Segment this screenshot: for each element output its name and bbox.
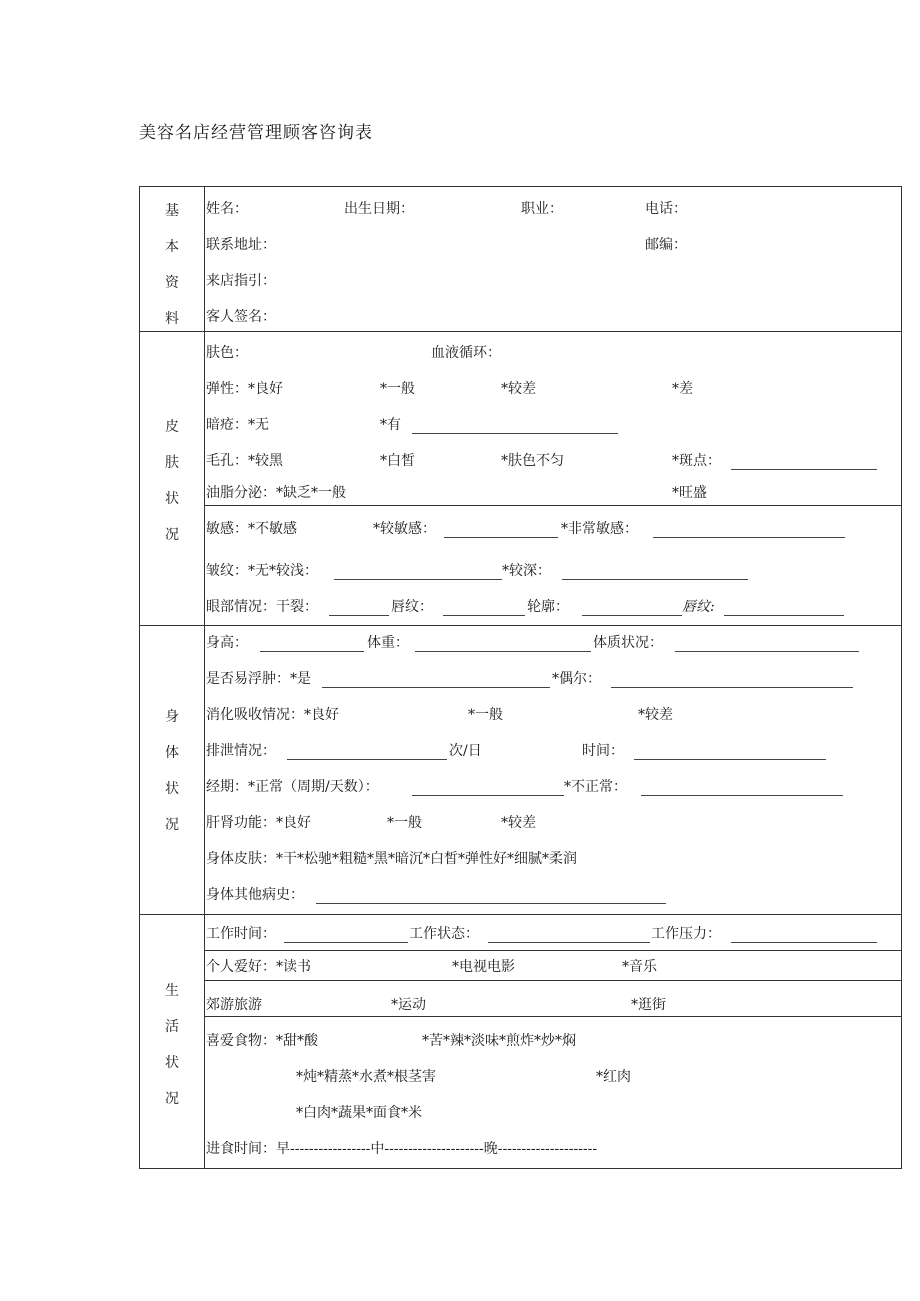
elasticity-bad-option[interactable]: *差 (672, 381, 693, 397)
eye-dry-field[interactable]: 眼部情况：干裂： (206, 599, 318, 615)
period-irregular-blank[interactable] (641, 795, 843, 796)
food-red-meat-option[interactable]: *红肉 (596, 1069, 631, 1085)
height-field[interactable]: 身高： (206, 635, 248, 651)
oil-abundant-option[interactable]: *旺盛 (672, 485, 707, 501)
wrinkle-light-option[interactable]: 皱纹：*无*较浅： (206, 563, 318, 579)
phone-field[interactable]: 电话： (645, 201, 687, 217)
lip-lines-field[interactable]: 唇纹： (391, 599, 433, 615)
wrinkle-deep-blank[interactable] (562, 579, 748, 580)
section-label (140, 331, 205, 625)
food-cooking-options[interactable]: *炖*精蒸*水煮*根茎害 (296, 1069, 436, 1085)
work-state-field[interactable]: 工作状态： (409, 926, 479, 942)
hobby-tv-movie-option[interactable]: *电视电影 (452, 959, 515, 975)
blood-circulation-field[interactable]: 血液循环： (431, 345, 501, 361)
pore-dark-option[interactable]: 毛孔：*较黑 (206, 453, 283, 469)
digestion-normal-option[interactable]: *一般 (468, 707, 503, 723)
label-char: 状 (165, 1055, 179, 1071)
wrinkle-light-blank[interactable] (334, 579, 502, 580)
very-sensitive-blank[interactable] (653, 537, 845, 538)
digestion-poor-option[interactable]: *较差 (638, 707, 673, 723)
acne-yes-option[interactable]: *有 (380, 417, 401, 433)
label-char: 资 (165, 275, 179, 291)
section-body (140, 625, 901, 915)
label-char: 基 (165, 203, 179, 219)
birth-date-field[interactable]: 出生日期： (344, 201, 414, 217)
food-staple-options[interactable]: *白肉*蔬果*面食*米 (296, 1105, 422, 1121)
lip-lines-blank[interactable] (443, 615, 525, 616)
section-label (140, 625, 205, 914)
meal-times-field[interactable]: 进食时间：早-----------------中---------------------晚--------------------- (206, 1141, 598, 1157)
postcode-field[interactable]: 邮编： (645, 237, 687, 253)
label-char: 活 (165, 1019, 179, 1035)
sensitive-blank[interactable] (444, 537, 558, 538)
period-normal-blank[interactable] (412, 795, 564, 796)
eye-dry-blank[interactable] (329, 615, 389, 616)
constitution-blank[interactable] (675, 651, 859, 652)
lip-lines-2-field[interactable]: 唇纹: (682, 599, 715, 615)
hobby-reading-option[interactable]: 个人爱好：*读书 (206, 959, 311, 975)
acne-none-option[interactable]: 暗疮：*无 (206, 417, 269, 433)
signature-field[interactable]: 客人签名： (206, 309, 276, 325)
times-per-day-text: 次/日 (449, 743, 482, 759)
occupation-field[interactable]: 职业： (521, 201, 563, 217)
section-skin (140, 331, 901, 626)
spots-option[interactable]: *斑点： (672, 453, 721, 469)
hobby-music-option[interactable]: *音乐 (622, 959, 657, 975)
label-char: 状 (165, 491, 179, 507)
wrinkle-deep-option[interactable]: *较深： (502, 563, 551, 579)
weight-blank[interactable] (415, 651, 591, 652)
label-char: 肤 (165, 455, 179, 471)
pore-uneven-option[interactable]: *肤色不匀 (501, 453, 564, 469)
label-char: 料 (165, 311, 179, 327)
period-normal-option[interactable]: 经期：*正常（周期/天数）： (206, 779, 379, 795)
medical-history-blank[interactable] (316, 903, 666, 904)
label-char: 皮 (165, 419, 179, 435)
edema-yes-blank[interactable] (322, 687, 550, 688)
label-char: 状 (165, 781, 179, 797)
contour-blank[interactable] (582, 615, 682, 616)
constitution-field[interactable]: 体质状况： (593, 635, 663, 651)
elasticity-poor-option[interactable]: *较差 (501, 381, 536, 397)
elasticity-good-option[interactable]: 弹性：*良好 (206, 381, 283, 397)
body-skin-options[interactable]: 身体皮肤：*干*松驰*粗糙*黑*暗沉*白皙*弹性好*细腻*柔润 (206, 851, 577, 867)
excretion-time-blank[interactable] (634, 759, 826, 760)
label-char: 况 (165, 1091, 179, 1107)
edema-sometimes-blank[interactable] (611, 687, 853, 688)
elasticity-normal-option[interactable]: *一般 (380, 381, 415, 397)
section-label (140, 914, 205, 1168)
address-field[interactable]: 联系地址： (206, 237, 276, 253)
page-title: 美容名店经营管理顾客咨询表 (139, 123, 373, 143)
label-char: 况 (165, 817, 179, 833)
section-label (140, 187, 205, 331)
work-pressure-field[interactable]: 工作压力： (651, 926, 721, 942)
liver-kidney-good-option[interactable]: 肝肾功能：*良好 (206, 815, 311, 831)
consultation-form (139, 186, 902, 1169)
name-field[interactable]: 姓名： (206, 201, 248, 217)
store-guide-field[interactable]: 来店指引： (206, 273, 276, 289)
digestion-good-option[interactable]: 消化吸收情况：*良好 (206, 707, 339, 723)
section-basic-info (140, 187, 901, 332)
hobby-outing-option[interactable]: 郊游旅游 (206, 997, 262, 1013)
food-taste-options[interactable]: *苦*辣*淡味*煎炸*炒*焖 (422, 1033, 576, 1049)
excretion-field[interactable]: 排泄情况： (206, 743, 276, 759)
period-irregular-option[interactable]: *不正常： (564, 779, 627, 795)
contour-field[interactable]: 轮廓： (527, 599, 569, 615)
hobby-sports-option[interactable]: *运动 (391, 997, 426, 1013)
excretion-blank[interactable] (287, 759, 447, 760)
label-char: 本 (165, 239, 179, 255)
oil-secretion-option[interactable]: 油脂分泌：*缺乏*一般 (206, 485, 346, 501)
label-char: 体 (165, 745, 179, 761)
height-blank[interactable] (260, 651, 364, 652)
food-sweet-sour-option[interactable]: 喜爱食物：*甜*酸 (206, 1033, 318, 1049)
edema-yes-option[interactable]: 是否易浮肿：*是 (206, 671, 311, 687)
very-sensitive-option[interactable]: *非常敏感： (561, 521, 638, 537)
liver-kidney-poor-option[interactable]: *较差 (501, 815, 536, 831)
label-char: 况 (165, 527, 179, 543)
edema-sometimes-option[interactable]: *偶尔： (552, 671, 601, 687)
skin-color-field[interactable]: 肤色： (206, 345, 248, 361)
label-char: 身 (165, 709, 179, 725)
label-char: 生 (165, 983, 179, 999)
pore-fair-option[interactable]: *白皙 (380, 453, 415, 469)
lip-lines-2-blank[interactable] (724, 615, 844, 616)
section-lifestyle (140, 914, 901, 1168)
weight-field[interactable]: 体重： (367, 635, 409, 651)
hobby-shopping-option[interactable]: *逛街 (631, 997, 666, 1013)
medical-history-field[interactable]: 身体其他病史： (206, 887, 304, 903)
sensitive-option[interactable]: *较敏感： (373, 521, 436, 537)
excretion-time-field[interactable]: 时间： (582, 743, 624, 759)
liver-kidney-normal-option[interactable]: *一般 (387, 815, 422, 831)
work-hours-field[interactable]: 工作时间： (206, 926, 276, 942)
not-sensitive-option[interactable]: 敏感：*不敏感 (206, 521, 297, 537)
